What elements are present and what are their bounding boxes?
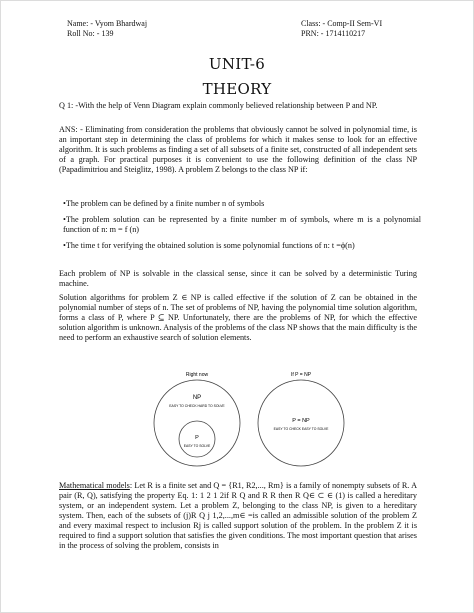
student-name: Name: - Vyom Bhardwaj xyxy=(67,19,148,28)
answer-intro: ANS: - Eliminating from consideration the problems that obviously cannot be solved in polynomial time, is an important step in determining the class of problems for which it makes sense to look for an effective algorithm. It is such problems as finding a set of all subsets of a finite set, constructed of all independent sets of a graph. For practical purposes it is convenient to use the following definition of the class NP (Papadimitriou and Steiglitz, 1998). A problem Z belongs to the class NP if: xyxy=(59,125,417,174)
bullet-item: • The problem can be defined by a finite number n of symbols xyxy=(59,199,421,209)
student-info xyxy=(67,19,147,39)
venn-right-title: If P = NP xyxy=(290,372,312,378)
np-description: EASY TO CHECK HARD TO SOLVE xyxy=(169,404,225,408)
bullet-item: • The problem solution can be represented by a finite number m of symbols, where m is a polynomial function of n: m = f (n) xyxy=(59,215,421,235)
question-text: Q 1: -With the help of Venn Diagram explain commonly believed relationship between P and NP. xyxy=(59,101,378,110)
p-label: P xyxy=(195,435,199,441)
venn-left-title: Right now xyxy=(185,372,209,378)
p-np-venn-diagram xyxy=(139,369,359,469)
prn-number: PRN: - 1714110217 xyxy=(301,29,366,38)
class-info xyxy=(301,19,382,39)
unit-title: UNIT-6 xyxy=(208,55,266,73)
np-solvable-paragraph: Each problem of NP is solvable in the classical sense, since it can be solved by a deterministic Turing machine. xyxy=(59,269,417,288)
class-name: Class: - Comp-II Sem-VI xyxy=(301,19,383,28)
bullet-item: • The time t for verifying the obtained solution is some polynomial functions of n: t =ϕ(n) xyxy=(59,241,421,251)
np-circle xyxy=(154,380,240,466)
roll-number: Roll No: - 139 xyxy=(67,29,114,38)
theory-title: THEORY xyxy=(202,80,272,98)
p-equals-np-label: P = NP xyxy=(292,418,310,424)
solution-algorithms-paragraph: Solution algorithms for problem Z ∈ NP is called effective if the solution of Z can be obtained in the polynomial number of steps of n. The set of problems of NP, having the polynomial time solution algorithm, forms a class of P, where P ⊆ NP. Unfortunately, there are the problems of NP, for which the effective solution algorithm is unknown. Analysis of the problems of the class NP shows that the main difficulty is the need to perform an exhaustive search of solution elements. xyxy=(59,293,417,342)
p-equals-np-description: EASY TO CHECK EASY TO SOLVE xyxy=(273,427,329,431)
math-heading: Mathematical models xyxy=(59,481,130,490)
mathematical-models-paragraph xyxy=(59,481,417,551)
p-description: EASY TO SOLVE xyxy=(183,444,211,448)
np-label: NP xyxy=(192,395,202,401)
math-text: : Let R is a finite set and Q = {R1, R2,..., Rm} is a family of nonempty subsets of R. A pair (R, Q), satisfying the property Eq. 1: 1 2 1 2if R Q and R R then R Q∈ ⊂ ∈ (1) is called a hereditary system, or an independent system. Let a problem Z, belonging to the class NP, is given to a hereditary system. Then, each of the subsets of (j)R Q j 1,2,...,m∈ =is called an admissible solution of the problem Z and every maximal respect to inclusion Rj is called support solution of the problem. In the problem Z it is required to find a support solution that satisfies the given conditions. The most important question that arises in the process of solving the problem, consists in xyxy=(59,481,417,550)
